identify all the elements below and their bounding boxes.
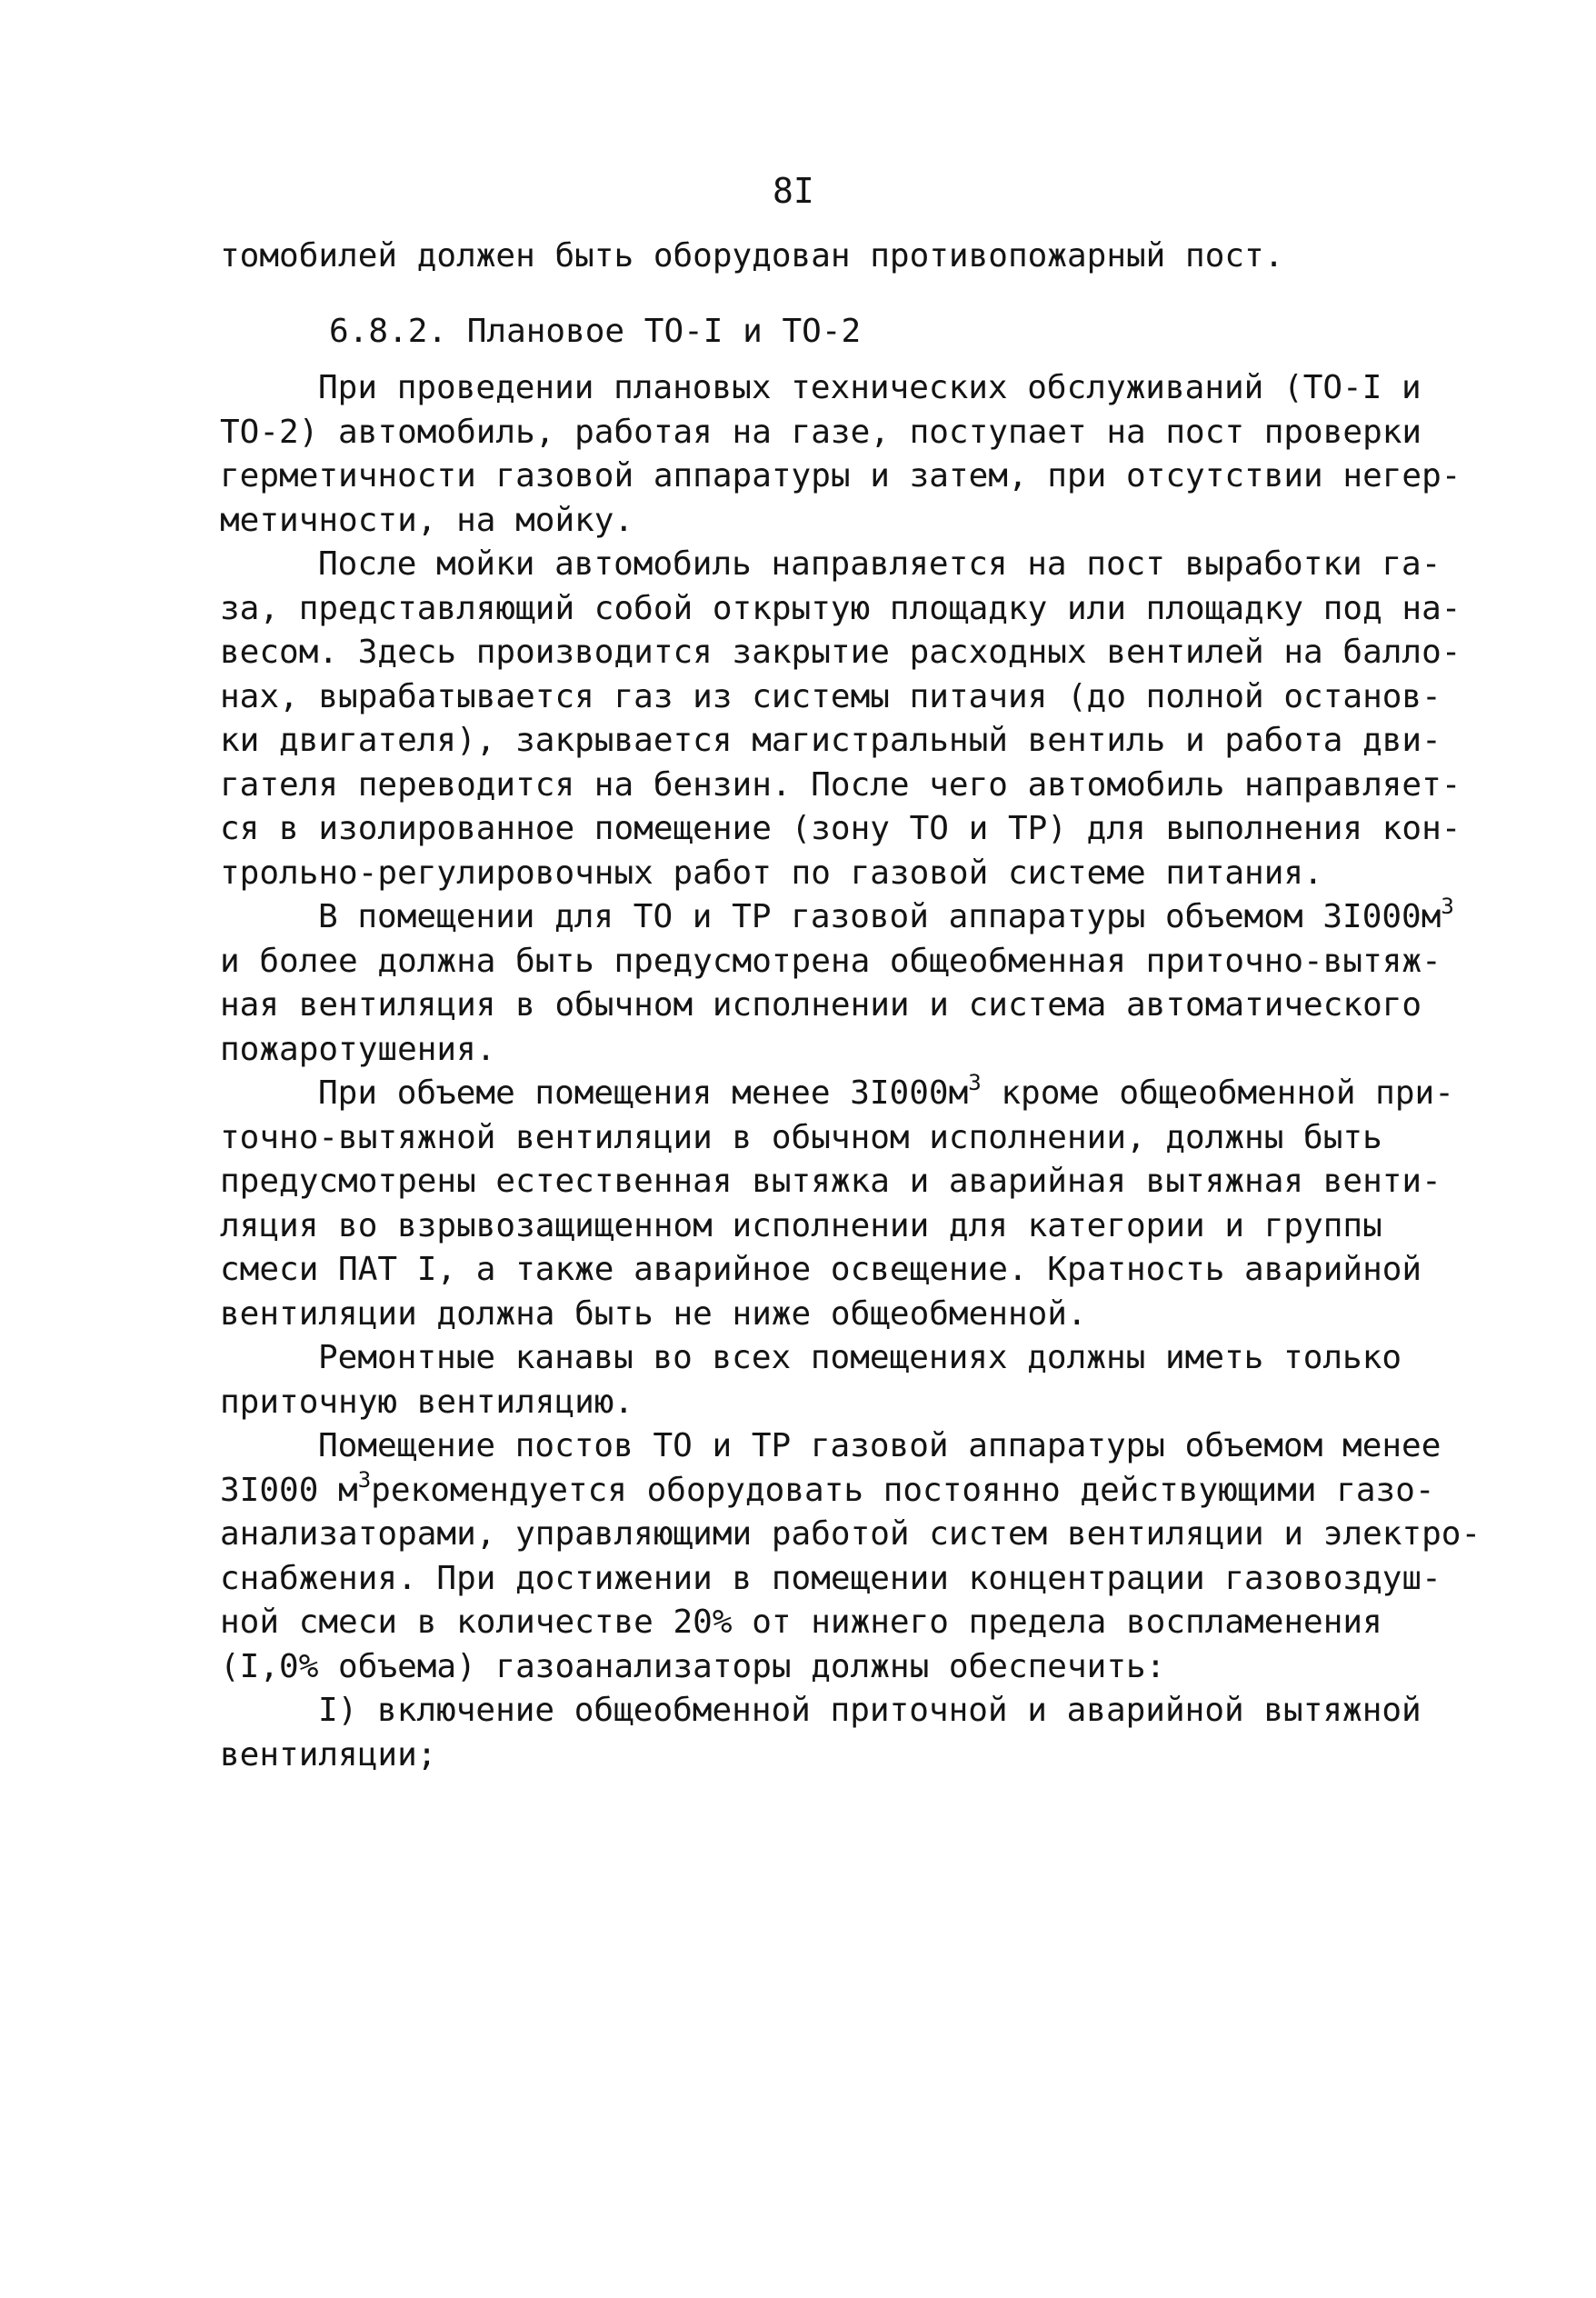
text-fragment: При объеме помещения менее 3I000м [318,1074,969,1112]
text-line: (I,0% объема) газоанализаторы должны обеспечить: [220,1647,1166,1685]
text-line: Помещение постов ТО и ТР газовой аппаратуры объемом менее [318,1427,1441,1464]
text-line: трольно-регулировочных работ по газовой системе питания. [220,854,1323,892]
text-line [220,1070,1454,1116]
superscript: 3 [357,1466,372,1493]
paragraph-4 [220,1070,1454,1336]
text-line: вентиляции; [220,1735,437,1773]
text-line: и более должна быть предусмотрена общеобменная приточно-вытяж- [220,942,1441,980]
superscript: 3 [1441,894,1454,919]
page-number: 8I [773,171,814,211]
text-line: весом. Здесь производится закрытие расходных вентилей на балло- [220,634,1461,671]
paragraph-6 [220,1424,1481,1689]
text-line: ТО-2) автомобиль, работая на газе, поступает на пост проверки [220,413,1422,451]
body-text [220,235,1481,1777]
text-line: гателя переводится на бензин. После чего автомобиль направляет- [220,765,1461,804]
text-fragment: 3I000 м [220,1471,358,1509]
text-line: Ремонтные канавы во всех помещениях должны иметь только [318,1339,1402,1376]
paragraph-7 [220,1689,1429,1777]
text-line: нах, вырабатывается газ из системы питачия (до полной останов- [220,677,1441,715]
superscript: 3 [968,1070,982,1095]
text-line: точно-вытяжной вентиляции в обычном исполнении, должны быть [220,1118,1382,1156]
text-line: ся в изолированное помещение (зону ТО и ТР) для выполнения кон- [220,810,1461,847]
text-fragment: В помещении для ТО и ТР газовой аппаратуры объемом 3I000м [318,898,1441,935]
paragraph-3 [220,894,1454,1072]
text-fragment: кроме общеобменной при- [981,1074,1454,1112]
text-line: анализаторами, управляющими работой систем вентиляции и электро- [220,1515,1481,1553]
text-line: пожаротушения. [220,1030,496,1068]
text-line: метичности, на мойку. [220,501,634,539]
text-line: приточную вентиляцию. [220,1383,634,1421]
text-line: ной смеси в количестве 20% от нижнего предела воспламенения [220,1604,1382,1641]
text-line: ная вентиляция в обычном исполнении и система автоматического [220,986,1422,1024]
paragraph-5 [220,1336,1429,1424]
text-fragment: рекомендуется оборудовать постоянно действующими газо- [371,1471,1435,1509]
text-line: герметичности газовой аппаратуры и затем, при отсутствии негер- [220,457,1461,495]
text-line [220,1466,1435,1514]
text-line: I) включение общеобменной приточной и аварийной вытяжной [318,1692,1421,1729]
text-line: вентиляции должна быть не ниже общеобменной. [220,1294,1087,1333]
text-line: снабжения. При достижении в помещении концентрации газовоздуш- [220,1559,1441,1597]
text-line: предусмотрены естественная вытяжка и аварийная вытяжная венти- [220,1163,1441,1200]
paragraph-1 [220,366,1461,543]
section-heading: 6.8.2. Плановое ТО-I и ТО-2 [329,312,862,350]
text-line: за, представляющий собой открытую площадку или площадку под на- [220,589,1461,627]
paragraph-2 [220,543,1461,895]
text-line: ляция во взрывозащищенном исполнении для категории и группы [220,1206,1382,1244]
text-line: ки двигателя), закрывается магистральный вентиль и работа дви- [220,722,1441,759]
text-line: смеси ПАТ I, а также аварийное освещение. Кратность аварийной [220,1251,1422,1288]
text-line: После мойки автомобиль направляется на пост выработки га- [318,545,1441,583]
text-line: томобилей должен быть оборудован противопожарный пост. [220,237,1284,275]
text-line [220,894,1454,940]
text-line: При проведении плановых технических обслуживаний (ТО-I и [318,369,1421,406]
